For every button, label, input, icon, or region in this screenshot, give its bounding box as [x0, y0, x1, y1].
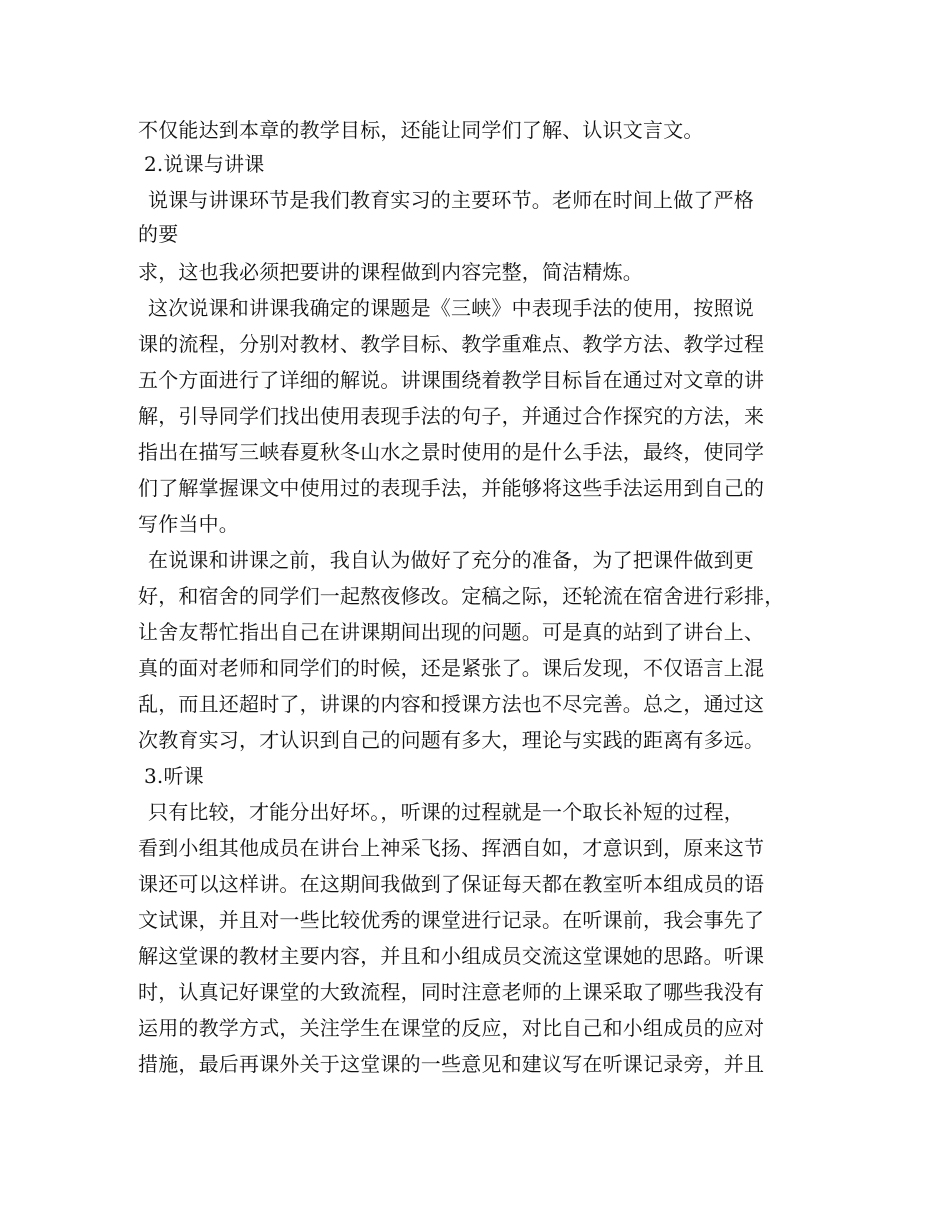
paragraph-line: 乱，而且还超时了，讲课的内容和授课方法也不尽完善。总之，通过这	[138, 692, 765, 716]
paragraph-line: 好，和宿舍的同学们一起熬夜修改。定稿之际，还轮流在宿舍进行彩排，	[138, 584, 785, 608]
paragraph-line: 真的面对老师和同学们的时候，还是紧张了。课后发现，不仅语言上混	[138, 656, 765, 680]
paragraph-line: 措施，最后再课外关于这堂课的一些意见和建议写在听课记录旁，并且	[138, 1052, 765, 1076]
paragraph-line: 次教育实习，才认识到自己的问题有多大，理论与实践的距离有多远。	[138, 728, 765, 752]
paragraph-line: 看到小组其他成员在讲台上神采飞扬、挥洒自如，才意识到，原来这节	[138, 836, 765, 860]
paragraph-line: 时，认真记好课堂的大致流程，同时注意老师的上课采取了哪些我没有	[138, 980, 765, 1004]
paragraph-line: 解这堂课的教材主要内容，并且和小组成员交流这堂课她的思路。听课	[138, 944, 765, 968]
paragraph-line: 们了解掌握课文中使用过的表现手法，并能够将这些手法运用到自己的	[138, 476, 765, 500]
paragraph-line: 解，引导同学们找出使用表现手法的句子，并通过合作探究的方法，来	[138, 404, 765, 428]
paragraph-line: 求，这也我必须把要讲的课程做到内容完整，简洁精炼。	[138, 260, 643, 284]
paragraph-line: 只有比较，才能分出好坏。，听课的过程就是一个取长补短的过程，	[148, 800, 744, 824]
section-heading: 3.听课	[144, 764, 204, 788]
paragraph-line: 课的流程，分别对教材、教学目标、教学重难点、教学方法、教学过程	[138, 332, 765, 356]
section-heading: 2.说课与讲课	[144, 152, 265, 176]
paragraph-line: 指出在描写三峡春夏秋冬山水之景时使用的是什么手法，最终，使同学	[138, 440, 765, 464]
paragraph-line: 课还可以这样讲。在这期间我做到了保证每天都在教室听本组成员的语	[138, 872, 765, 896]
paragraph-line: 不仅能达到本章的教学目标，还能让同学们了解、认识文言文。	[138, 118, 704, 142]
paragraph-line: 在说课和讲课之前，我自认为做好了充分的准备，为了把课件做到更	[148, 548, 754, 572]
paragraph-line: 这次说课和讲课我确定的课题是《三峡》中表现手法的使用，按照说	[148, 296, 754, 320]
paragraph-line: 写作当中。	[138, 512, 239, 536]
paragraph-line: 的要	[138, 222, 179, 246]
paragraph-line: 文试课，并且对一些比较优秀的课堂进行记录。在听课前，我会事先了	[138, 908, 765, 932]
paragraph-line: 让舍友帮忙指出自己在讲课期间出现的问题。可是真的站到了讲台上、	[138, 620, 765, 644]
paragraph-line: 运用的教学方式，关注学生在课堂的反应，对比自己和小组成员的应对	[138, 1016, 765, 1040]
paragraph-line: 五个方面进行了详细的解说。讲课围绕着教学目标旨在通过对文章的讲	[138, 368, 765, 392]
paragraph-line: 说课与讲课环节是我们教育实习的主要环节。老师在时间上做了严格	[148, 188, 754, 212]
